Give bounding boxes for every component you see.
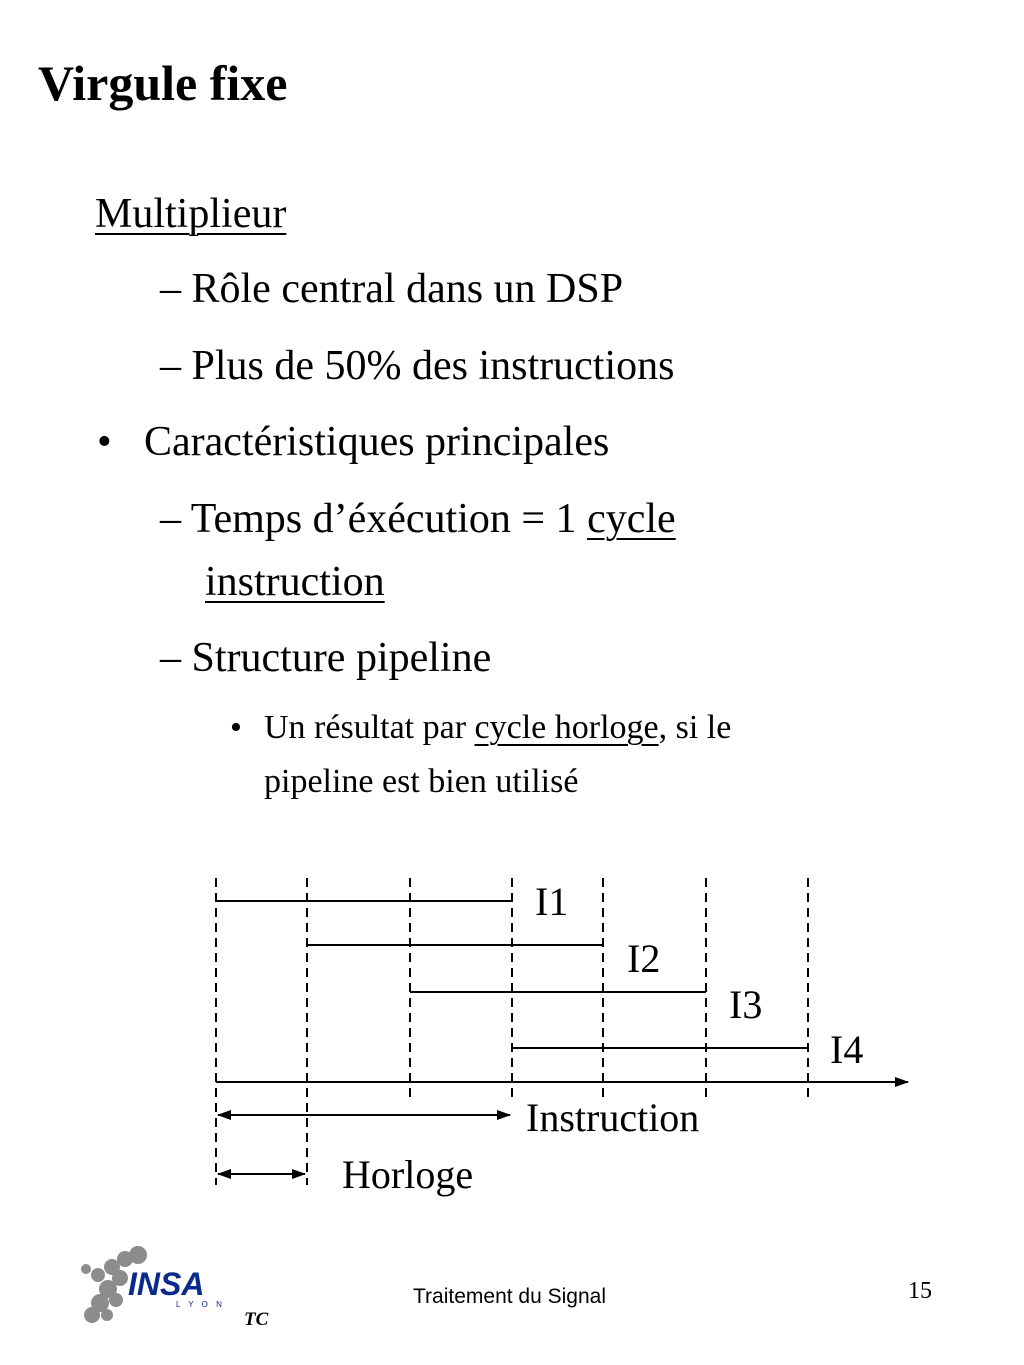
- label-i2: I2: [627, 936, 661, 981]
- sub-item-line2: pipeline est bien utilisé: [264, 763, 579, 800]
- sub-text-pre: Un résultat par: [264, 709, 475, 746]
- label-i3: I3: [729, 982, 763, 1027]
- slide-number: 15: [908, 1278, 932, 1304]
- item-role: – Rôle central dans un DSP: [160, 266, 624, 312]
- label-horloge: Horloge: [342, 1152, 474, 1197]
- temps-underlined-instruction: instruction: [205, 559, 385, 605]
- footer-title: Traitement du Signal: [413, 1285, 606, 1308]
- item-caracteristiques: Caractéristiques principales: [144, 419, 610, 465]
- label-instruction: Instruction: [526, 1095, 700, 1140]
- section-heading: [95, 193, 286, 235]
- sub-text-post: , si le: [658, 709, 732, 746]
- insa-logo: [78, 1245, 243, 1325]
- item-temps-line2: [205, 561, 385, 603]
- item-plus: – Plus de 50% des instructions: [160, 343, 675, 389]
- sub-underlined: cycle horloge: [474, 709, 659, 746]
- heading-text: Multiplieur: [95, 191, 287, 237]
- sub-item-resultat: [264, 711, 731, 745]
- temps-underlined-cycle: cycle: [587, 496, 676, 542]
- sub-bullet-char: •: [230, 709, 242, 746]
- pipeline-diagram: [0, 860, 1024, 1220]
- logo-text: INSA: [128, 1266, 205, 1302]
- item-structure: – Structure pipeline: [160, 635, 492, 681]
- item-temps: [160, 498, 676, 540]
- slide-title: Virgule fixe: [38, 55, 288, 111]
- bullet-char: •: [97, 419, 112, 465]
- temps-text: – Temps d’éxécution = 1: [160, 496, 588, 542]
- label-i4: I4: [830, 1027, 864, 1072]
- logo-sub: L Y O N: [176, 1300, 225, 1309]
- label-i1: I1: [535, 879, 569, 924]
- dept-label: TC: [244, 1309, 269, 1330]
